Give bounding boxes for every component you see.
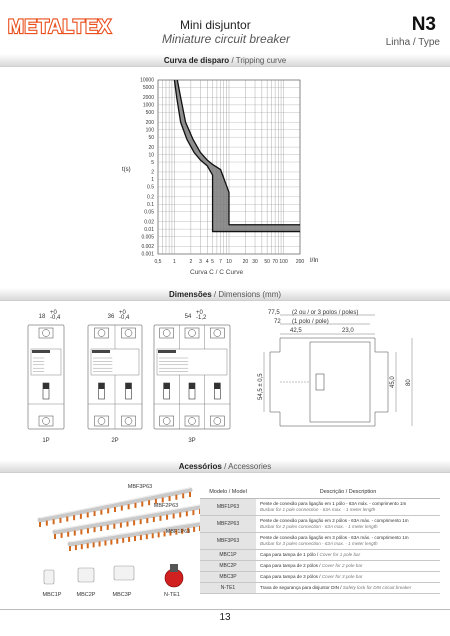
label-mbf3p63: MBF3P63 xyxy=(127,484,153,490)
busbar-pin xyxy=(169,496,171,501)
table-row xyxy=(200,560,440,571)
dim-77: 77,5 xyxy=(268,310,280,316)
busbar-pin xyxy=(75,545,77,550)
tolerance-minus: -0,4 xyxy=(50,315,61,321)
desc-pt: Pente de conexão para ligação em 1 pólo - 63A máx. - comprimento 1m xyxy=(260,500,407,506)
busbar-pin xyxy=(128,504,130,509)
desc-pt: Trava de segurança para disjuntor DIN xyxy=(260,584,339,590)
terminal-screw-icon xyxy=(98,330,105,337)
toggle-tip xyxy=(189,383,195,389)
section-bar-dimensions: Dimensões / Dimensions (mm) xyxy=(0,288,450,301)
brand-logo xyxy=(8,15,112,41)
y-tick-label: 0.005 xyxy=(141,234,154,241)
busbar-pin xyxy=(74,531,76,536)
y-tick-label: 20 xyxy=(148,144,154,151)
busbar-pin xyxy=(93,542,95,547)
busbar-pin xyxy=(80,529,82,534)
tolerance-plus: +0 xyxy=(119,310,126,316)
tripping-curve-chart xyxy=(0,66,450,276)
x-tick-label: 200 xyxy=(295,259,305,265)
y-tick-label: 0.05 xyxy=(144,209,154,216)
busbar-pin xyxy=(100,526,102,531)
busbar-pin xyxy=(134,536,136,541)
toggle-tip xyxy=(126,383,132,389)
x-tick-label: 30 xyxy=(252,259,258,265)
y-tick-label: 0.01 xyxy=(144,226,154,233)
desc-en: Busbar for 3 poles connection - 63A max. - 1 meter length xyxy=(260,540,378,546)
model-cell: MBC1P xyxy=(200,549,256,560)
toggle-tip xyxy=(43,383,49,389)
busbar-pin xyxy=(110,540,112,545)
label-nte1: N-TE1 xyxy=(164,592,180,598)
table-row xyxy=(200,515,440,532)
dim-450: 45,0 xyxy=(390,376,396,388)
accessories-table xyxy=(200,487,440,594)
dim-230: 23,0 xyxy=(342,328,354,334)
desc-pt: Capa para tampa de 3 pólos xyxy=(260,573,318,579)
y-tick-label: 5000 xyxy=(142,85,154,92)
busbar-pin xyxy=(66,517,68,522)
breaker-2p xyxy=(88,325,142,429)
breaker-1p xyxy=(28,325,64,429)
x-tick-label: 7 xyxy=(219,259,222,265)
desc-pt: Pente de conexão para ligação em 2 pólos - 63A máx. - comprimento 1m xyxy=(260,517,409,523)
busbar-pin xyxy=(87,512,89,517)
tolerance-minus: -1,2 xyxy=(196,315,207,321)
terminal-screw-icon xyxy=(125,330,132,337)
y-tick-label: 50 xyxy=(148,134,154,141)
terminal-screw-icon xyxy=(163,330,170,337)
tolerance-minus: -0,4 xyxy=(119,315,130,321)
y-tick-label: 100 xyxy=(145,127,154,134)
x-tick-label: 20 xyxy=(242,259,249,265)
busbar-pin xyxy=(61,533,63,538)
model-cell: MBC3P xyxy=(200,571,256,582)
model-cell: MBF1P63 xyxy=(200,498,256,515)
y-tick-label: 0.2 xyxy=(147,194,154,201)
width-dimension: 18 xyxy=(38,314,46,320)
breaker-outline xyxy=(154,325,230,429)
dim-80: 80 xyxy=(406,379,412,386)
x-tick-label: 5 xyxy=(211,259,214,265)
busbar-pin xyxy=(120,523,122,528)
y-tick-label: 10 xyxy=(148,152,154,159)
description-cell: Trava de segurança para disjuntor DIN / Safety lock for DIN circuit breaker xyxy=(256,582,440,593)
dim-72: 72 xyxy=(274,319,281,325)
label-mbc2p: MBC2P xyxy=(76,592,96,598)
y-tick-label: 1000 xyxy=(142,102,154,109)
table-row xyxy=(200,532,440,549)
y-tick-label: 500 xyxy=(145,110,154,117)
section-acc-pt: Acessórios xyxy=(178,462,222,471)
brand-strip xyxy=(92,350,110,353)
desc-en: Busbar for 2 poles connection - 63A max. - 1 meter length xyxy=(260,523,378,529)
section-bar-accessories: Acessórios / Accessories xyxy=(0,460,450,473)
desc-pt: Capa para tampa de 1 pólo xyxy=(260,551,316,557)
title-en: Miniature circuit breaker xyxy=(162,32,291,46)
section-curve-pt: Curva de disparo xyxy=(163,56,230,65)
busbar-pin xyxy=(39,522,41,527)
x-tick-label: 2 xyxy=(189,259,193,265)
desc-en: Cover for 3 pole bar xyxy=(321,573,363,579)
busbar-pin xyxy=(193,527,195,532)
busbar-pin xyxy=(189,492,191,497)
cover-mbc2p xyxy=(78,568,94,582)
desc-en: Cover for 1 pole bar xyxy=(319,551,361,557)
busbar-pin xyxy=(121,506,123,511)
busbar-pin xyxy=(87,543,89,548)
title-pt: Mini disjuntor xyxy=(180,18,251,32)
y-tick-label: 5 xyxy=(151,159,154,166)
cover-mbc1p xyxy=(44,570,54,584)
desc-en: Busbar for 1 pole connection - 63A max. - 1 meter length xyxy=(260,506,376,512)
breaker-outline xyxy=(28,325,64,429)
line-type-label: Linha / Type xyxy=(385,37,440,48)
busbar-pin xyxy=(53,519,55,524)
terminal-screw-icon xyxy=(163,418,170,425)
description-cell: Capa para tampa de 1 pólo / Cover for 1 pole bar xyxy=(256,549,440,560)
pole-label: 3P xyxy=(188,438,196,444)
busbar-pin xyxy=(107,525,109,530)
busbar-pin xyxy=(73,515,75,520)
busbar-pin xyxy=(127,522,129,527)
y-tick-label: 10000 xyxy=(140,77,154,84)
busbar-pin xyxy=(133,520,135,525)
side-toggle xyxy=(316,374,324,390)
footer-divider xyxy=(0,609,450,610)
terminal-screw-icon xyxy=(214,330,221,337)
busbar-pin xyxy=(192,510,194,515)
x-tick-label: 4 xyxy=(205,259,209,265)
busbar-pin xyxy=(116,539,118,544)
width-dimension: 54 xyxy=(184,314,192,320)
model-cell: MBF2P63 xyxy=(200,515,256,532)
busbar-pin xyxy=(140,535,142,540)
description-cell: Capa para tampa de 2 pólos / Cover for 2 pole bar xyxy=(256,560,440,571)
section-bar-curve: Curva de disparo / Tripping curve xyxy=(0,54,450,67)
busbar-pin xyxy=(94,527,96,532)
breaker-3p xyxy=(154,325,230,429)
table-row xyxy=(200,498,440,515)
x-tick-label: 50 xyxy=(264,259,270,265)
busbar-pin xyxy=(99,541,101,546)
tolerance-plus: +0 xyxy=(196,310,203,316)
y-tick-label: 1 xyxy=(151,177,154,184)
table-row xyxy=(200,571,440,582)
dim-545: 54,5 ± 0,5 xyxy=(258,373,264,400)
brand-name: METALTEX xyxy=(8,17,112,38)
table-row xyxy=(200,549,440,560)
toggle-tip xyxy=(99,383,105,389)
x-tick-label: 3 xyxy=(199,259,202,265)
model-cell: N-TE1 xyxy=(200,582,256,593)
busbar-pin xyxy=(182,493,184,498)
desc-pt: Capa para tampa de 2 pólos xyxy=(260,562,318,568)
terminal-screw-icon xyxy=(125,418,132,425)
x-axis-label: I/In xyxy=(310,258,319,264)
page-number: 13 xyxy=(219,612,231,623)
busbar-pin xyxy=(148,500,150,505)
section-dims-en: Dimensions (mm) xyxy=(218,290,282,299)
pole-label: 2P xyxy=(111,438,119,444)
safety-lock-shackle xyxy=(170,564,178,572)
table-row xyxy=(200,582,440,593)
terminal-screw-icon xyxy=(189,418,196,425)
busbar-pin xyxy=(179,512,181,517)
desc-en: Cover for 2 pole bar xyxy=(321,562,363,568)
busbar-pin xyxy=(94,511,96,516)
description-cell xyxy=(256,515,440,532)
busbar-pin xyxy=(122,538,124,543)
model-cell: MBC2P xyxy=(200,560,256,571)
description-cell xyxy=(256,498,440,515)
section-dims-pt: Dimensões xyxy=(168,290,212,299)
x-tick-label: 10 xyxy=(226,259,232,265)
busbar-pin xyxy=(54,534,56,539)
busbar-pin xyxy=(67,532,69,537)
busbar-pin xyxy=(141,502,143,507)
terminal-screw-icon xyxy=(214,418,221,425)
side-view xyxy=(270,338,388,426)
label-mbf2p63: MBF2P63 xyxy=(153,503,179,509)
table-header-desc: Descrição / Description xyxy=(256,487,440,498)
x-tick-label: 1 xyxy=(173,259,176,265)
terminal-screw-icon xyxy=(43,418,50,425)
busbar-pin xyxy=(152,533,154,538)
model-cell: MBF3P63 xyxy=(200,532,256,549)
busbar-pin xyxy=(69,546,71,551)
width-dimension: 36 xyxy=(107,314,115,320)
dimensions-drawing xyxy=(0,305,450,455)
curve-caption: Curva C / C Curve xyxy=(190,269,244,276)
busbar-pin xyxy=(166,515,168,520)
busbar-pin xyxy=(104,541,106,546)
brand-strip xyxy=(158,350,176,353)
busbar-pin xyxy=(146,518,148,523)
dim-note-single: (1 polo / pole) xyxy=(292,319,329,325)
terminal-screw-icon xyxy=(43,330,50,337)
table-header-model: Modelo / Model xyxy=(200,487,256,498)
busbar-pin xyxy=(146,534,148,539)
toggle-tip xyxy=(214,383,220,389)
busbar-pin xyxy=(128,537,130,542)
busbar-pin xyxy=(114,507,116,512)
tolerance-plus: +0 xyxy=(50,310,57,316)
y-tick-label: 0.5 xyxy=(147,184,154,191)
busbar-pin xyxy=(175,495,177,500)
busbar-pin xyxy=(113,524,115,529)
x-tick-label: 0,5 xyxy=(154,259,162,265)
label-mbc3p: MBC3P xyxy=(112,592,132,598)
busbar-pin xyxy=(81,544,83,549)
busbar-pin xyxy=(153,517,155,522)
busbar-pin xyxy=(186,511,188,516)
y-tick-label: 0.02 xyxy=(144,219,154,226)
y-tick-label: 0.002 xyxy=(141,244,154,251)
busbar-pin xyxy=(80,514,82,519)
busbar-pin xyxy=(46,521,48,526)
desc-en: Safety lock for DIN circuit breaker xyxy=(342,584,412,590)
section-acc-en: Accessories xyxy=(228,462,272,471)
y-tick-label: 200 xyxy=(145,119,154,126)
y-tick-label: 2000 xyxy=(142,95,154,102)
description-cell: Capa para tampa de 3 pólos / Cover for 3 pole bar xyxy=(256,571,440,582)
desc-pt: Pente de conexão para ligação em 3 pólos - 63A máx. - comprimento 1m xyxy=(260,534,409,540)
x-tick-label: 70 xyxy=(272,259,278,265)
accessories-illustration xyxy=(0,482,200,607)
cover-mbc3p xyxy=(114,566,134,580)
brand-strip xyxy=(32,350,50,353)
busbar-pin xyxy=(173,514,175,519)
y-axis-label: t(s) xyxy=(122,167,131,173)
description-cell xyxy=(256,532,440,549)
terminal-screw-icon xyxy=(189,330,196,337)
product-code: N3 xyxy=(411,14,436,35)
toggle-tip xyxy=(164,383,170,389)
section-curve-en: Tripping curve xyxy=(235,56,287,65)
label-mbc1p: MBC1P xyxy=(42,592,62,598)
busbar-pin xyxy=(87,528,89,533)
busbar-pin xyxy=(158,532,160,537)
y-tick-label: 0.001 xyxy=(141,251,154,258)
y-tick-label: 0.1 xyxy=(147,201,154,208)
busbar-pin xyxy=(107,508,109,513)
busbar-pin xyxy=(159,516,161,521)
dim-note-multi: (2 ou / or 3 polos / poles) xyxy=(292,310,359,316)
y-tick-label: 2 xyxy=(151,169,154,176)
busbar-pin xyxy=(162,497,164,502)
busbar-pin xyxy=(59,518,61,523)
x-tick-label: 100 xyxy=(279,259,288,265)
pole-label: 1P xyxy=(42,438,50,444)
busbar-pin xyxy=(134,503,136,508)
dim-425: 42,5 xyxy=(290,328,302,334)
label-mbf1p63: MBF1P63 xyxy=(165,529,191,535)
busbar-pin xyxy=(140,519,142,524)
busbar-pin xyxy=(100,510,102,515)
terminal-screw-icon xyxy=(98,418,105,425)
